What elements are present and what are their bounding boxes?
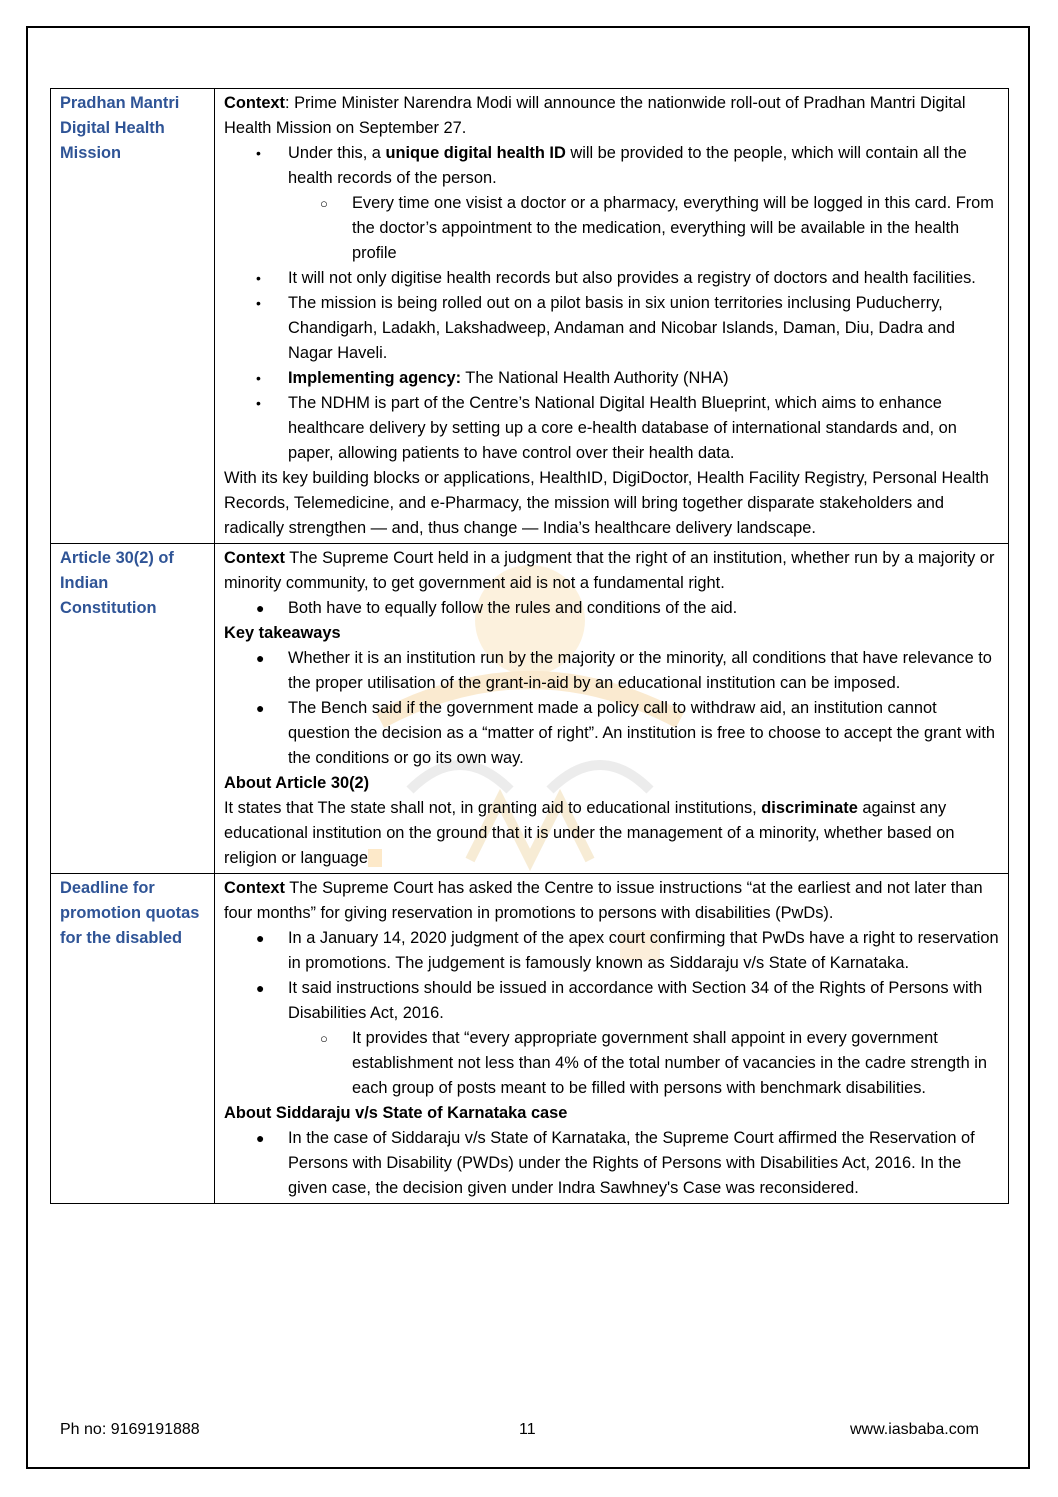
context-paragraph: Context The Supreme Court held in a judgment that the right of an institution, whether run by a majority or minority community, to get government aid is not a fundamental right. bbox=[224, 549, 995, 592]
list-item: ● It said instructions should be issued in accordance with Section 34 of the Rights of Persons with Disabilities Act, 2016. bbox=[224, 976, 1000, 1026]
context-paragraph: Context: Prime Minister Narendra Modi will announce the nationwide roll-out of Pradhan Mantri Digital Health Mission on September 27. bbox=[224, 94, 966, 137]
sub-list-item: ○ Every time one visist a doctor or a pharmacy, everything will be logged in this card. From the doctor’s appointment to the medication, everything will be available in the health profile bbox=[224, 191, 1000, 266]
list-item: • The mission is being rolled out on a pilot basis in six union territories inclusing Puducherry, Chandigarh, Ladakh, Lakshadweep, Andaman and Nicobar Islands, Daman, Diu, Dadra and Nagar Haveli. bbox=[224, 291, 1000, 366]
footer-website-link[interactable]: www.iasbaba.com bbox=[850, 1421, 979, 1438]
bullet-icon: ● bbox=[256, 650, 265, 666]
table-row bbox=[51, 89, 1009, 544]
bullet-icon: ● bbox=[256, 980, 265, 996]
circle-bullet-icon: ○ bbox=[320, 196, 328, 211]
section-heading: About Siddaraju v/s State of Karnataka case bbox=[224, 1104, 568, 1122]
topic-cell: Article 30(2) of Indian Constitution bbox=[51, 544, 215, 874]
highlight-mark bbox=[368, 849, 382, 867]
topic-cell: Pradhan Mantri Digital Health Mission bbox=[51, 89, 215, 544]
list-item: • It will not only digitise health records but also provides a registry of doctors and health facilities. bbox=[224, 266, 1000, 291]
bullet-list bbox=[224, 646, 1000, 771]
list-item: • Implementing agency: The National Health Authority (NHA) bbox=[224, 366, 1000, 391]
content-cell bbox=[215, 89, 1009, 544]
bullet-icon: • bbox=[256, 145, 261, 161]
bullet-icon: ● bbox=[256, 700, 265, 716]
context-paragraph: Context The Supreme Court has asked the Centre to issue instructions “at the earliest and not later than four months” for giving reservation in promotions to persons with disabilities (PwDs). bbox=[224, 879, 983, 922]
footer-phone: Ph no: 9169191888 bbox=[60, 1421, 200, 1438]
topic-cell: Deadline for promotion quotas for the disabled bbox=[51, 874, 215, 1204]
bullet-list bbox=[224, 141, 1000, 466]
list-item: ● Whether it is an institution run by the majority or the minority, all conditions that have relevance to the proper utilisation of the grant-in-aid by an educational institution can be imposed. bbox=[224, 646, 1000, 696]
table-row bbox=[51, 544, 1009, 874]
list-item: • Under this, a unique digital health ID will be provided to the people, which will contain all the health records of the person. bbox=[224, 141, 1000, 191]
bullet-icon: ● bbox=[256, 930, 265, 946]
context-label: Context bbox=[224, 94, 286, 112]
sub-list-item: ○ It provides that “every appropriate government shall appoint in every government establishment not less than 4% of the total number of vacancies in the cadre strength in each group of posts meant to be filled with persons with benchmark disabilities. bbox=[224, 1026, 1000, 1101]
list-item: ● The Bench said if the government made a policy call to withdraw aid, an institution cannot question the decision as a “matter of right”. An institution is free to choose to accept the grant with the conditions or go its own way. bbox=[224, 696, 1000, 771]
about-paragraph: It states that The state shall not, in granting aid to educational institutions, discriminate against any educational institution on the ground that it is under the management of a minority, whether based on religion or language bbox=[224, 799, 955, 867]
section-heading: About Article 30(2) bbox=[224, 774, 370, 792]
circle-bullet-icon: ○ bbox=[320, 1031, 328, 1046]
context-label: Context bbox=[224, 879, 286, 897]
bullet-list bbox=[224, 596, 1000, 621]
list-item: • The NDHM is part of the Centre’s National Digital Health Blueprint, which aims to enhance healthcare delivery by setting up a core e-health database of international standards and, on paper, allowing patients to have control over their health data. bbox=[224, 391, 1000, 466]
bullet-list bbox=[224, 926, 1000, 1101]
content-cell bbox=[215, 544, 1009, 874]
bullet-list bbox=[224, 1126, 1000, 1201]
section-heading: Key takeaways bbox=[224, 624, 341, 642]
notes-table bbox=[50, 88, 1009, 1204]
list-item: ● In a January 14, 2020 judgment of the apex court confirming that PwDs have a right to reservation in promotions. The judgement is famously known as Siddaraju v/s State of Karnataka. bbox=[224, 926, 1000, 976]
bullet-icon: ● bbox=[256, 1130, 265, 1146]
bullet-icon: • bbox=[256, 295, 261, 311]
footer-page-number: 11 bbox=[519, 1421, 536, 1438]
content-cell bbox=[215, 874, 1009, 1204]
bullet-icon: ● bbox=[256, 600, 265, 616]
bullet-icon: • bbox=[256, 370, 261, 386]
list-item: ● Both have to equally follow the rules and conditions of the aid. bbox=[224, 596, 1000, 621]
table-row bbox=[51, 874, 1009, 1204]
list-item: ● In the case of Siddaraju v/s State of Karnataka, the Supreme Court affirmed the Reservation of Persons with Disability (PWDs) under the Rights of Persons with Disabilities Act, 2016. In the given case, the decision given under Indra Sawhney's Case was reconsidered. bbox=[224, 1126, 1000, 1201]
context-label: Context bbox=[224, 549, 286, 567]
bullet-icon: • bbox=[256, 270, 261, 286]
bullet-icon: • bbox=[256, 395, 261, 411]
closing-paragraph: With its key building blocks or applications, HealthID, DigiDoctor, Health Facility Registry, Personal Health Records, Telemedicine, and e-Pharmacy, the mission will bring together disparate stakeholders and radically strengthen — and, thus change — India’s healthcare delivery landscape. bbox=[224, 469, 989, 537]
